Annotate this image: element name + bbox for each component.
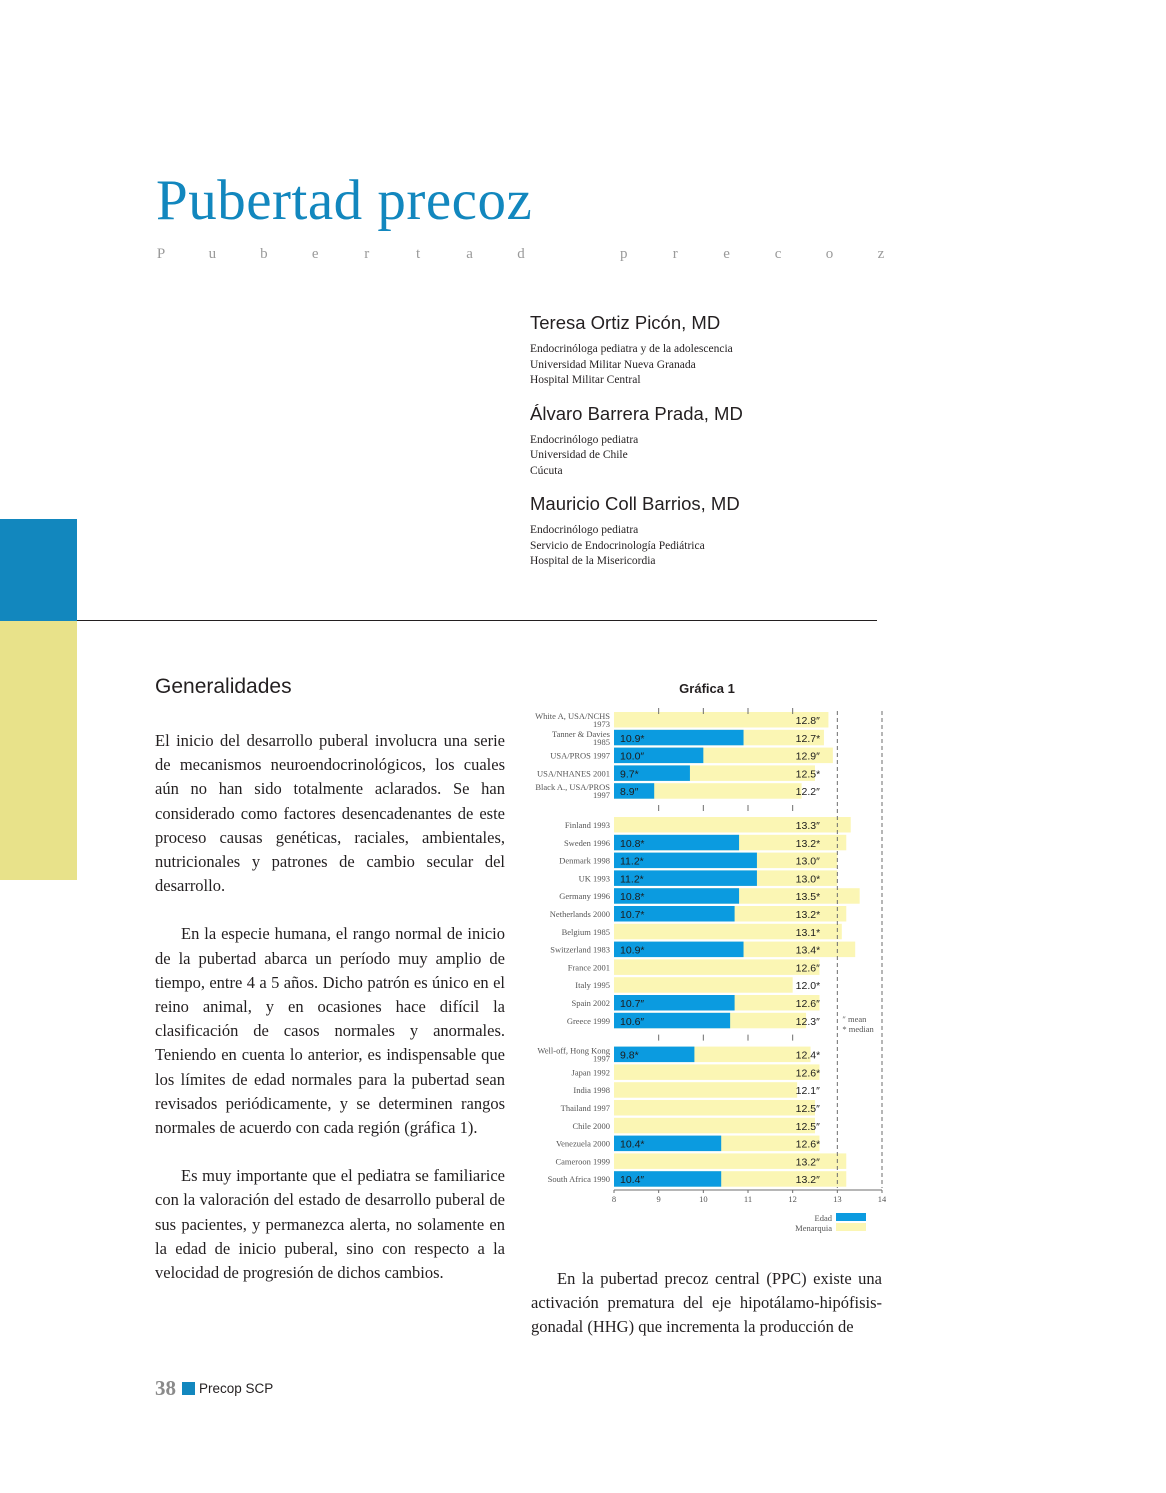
- affiliation-line: Hospital Militar Central: [530, 374, 641, 386]
- x-tick-label: 14: [877, 1194, 886, 1204]
- menarche-value-label: 12.6*: [795, 1067, 821, 1080]
- page-footer: [155, 1376, 273, 1401]
- subtitle-letter: r: [364, 246, 370, 262]
- menarche-value-label: 12.0*: [795, 980, 821, 993]
- menarche-value-label: 13.2*: [795, 909, 821, 921]
- row-label: White A, USA/NCHS: [535, 711, 610, 721]
- row-label: Netherlands 2000: [549, 909, 610, 919]
- subtitle-letter: c: [774, 246, 782, 262]
- age-value-label: 9.8*: [620, 1049, 639, 1062]
- x-tick-label: 8: [611, 1194, 617, 1204]
- menarche-bar: [614, 1100, 815, 1116]
- age-value-label: 10.9*: [620, 944, 645, 957]
- footer-square-icon: [182, 1382, 195, 1395]
- affiliation-line: Endocrinólogo pediatra: [530, 433, 639, 446]
- body-column-left: [155, 729, 505, 1309]
- x-tick-label: 11: [743, 1194, 753, 1204]
- affiliation-line: Endocrinóloga pediatra y de la adolescencia: [530, 343, 733, 355]
- menarche-value-label: 13.0*: [795, 873, 821, 886]
- affiliation-line: Universidad Militar Nueva Granada: [530, 358, 696, 371]
- subtitle-letter: p: [620, 246, 628, 262]
- author-name: Mauricio Coll Barrios, MD: [530, 493, 740, 514]
- author-affiliation: [530, 523, 890, 570]
- menarche-value-label: 12.9″: [795, 750, 820, 763]
- article-subtitle-spaced: [156, 246, 886, 263]
- menarche-value-label: 13.2″: [795, 1156, 820, 1169]
- menarche-value-label: 12.5″: [795, 1120, 820, 1133]
- x-tick-label: 10: [699, 1194, 708, 1204]
- age-value-label: 10.0″: [620, 750, 645, 763]
- row-label: Belgium 1985: [561, 926, 610, 937]
- legend-swatch-age: [836, 1213, 866, 1221]
- x-tick-label: 12: [788, 1194, 797, 1204]
- menarche-value-label: 12.1″: [795, 1085, 820, 1098]
- age-value-label: 11.2*: [620, 855, 644, 868]
- row-label: Tanner & Davies: [552, 728, 610, 739]
- affiliation-line: Endocrinólogo pediatra: [530, 524, 639, 536]
- subtitle-letter: o: [825, 246, 834, 262]
- body-paragraph: Es muy importante que el pediatra se familiarice con la valoración del estado de desarrollo puberal de sus pacientes, y permanezca alerta, no solamente en la edad de inicio puberal, sino con respecto a la velocidad de progresión de dichos cambios.: [155, 1166, 505, 1283]
- legend-label: Menarquia: [795, 1223, 832, 1233]
- bar-chart: [531, 703, 886, 1248]
- subtitle-letter: [567, 246, 577, 263]
- subtitle-letter: d: [517, 246, 525, 262]
- row-label: Germany 1996: [559, 891, 610, 902]
- subtitle-letter: b: [260, 246, 268, 262]
- row-label: UK 1993: [578, 873, 610, 884]
- row-label: India 1998: [573, 1085, 610, 1096]
- row-label: USA/NHANES 2001: [537, 768, 610, 779]
- menarche-value-label: 13.4*: [795, 944, 821, 957]
- row-label: Chile 2000: [572, 1120, 610, 1131]
- row-label: Venezuela 2000: [555, 1138, 610, 1149]
- author-affiliation: [530, 433, 890, 480]
- row-label: 1997: [593, 790, 610, 801]
- affiliation-line: Servicio de Endocrinología Pediátrica: [530, 539, 705, 552]
- menarche-value-label: 12.5*: [795, 768, 821, 781]
- header-divider: [77, 620, 877, 621]
- chart-note: * median: [842, 1023, 874, 1034]
- body-paragraph: El inicio del desarrollo puberal involucra una serie de mecanismos neuroendocrinológicos, los cuales aún no han sido totalmente aclarados. Se han considerado como factores desencadenantes de este proceso causas genéticas, raciales, ambientales, nutricionales y patrones de cambio secular del desarrollo.: [155, 731, 505, 896]
- affiliation-line: Universidad de Chile: [530, 449, 628, 461]
- body-column-right: [531, 1267, 882, 1364]
- age-value-label: 10.6″: [620, 1015, 645, 1028]
- author-list: [530, 312, 890, 584]
- menarche-value-label: 12.6*: [795, 1138, 821, 1151]
- row-label: Black A., USA/PROS: [535, 782, 610, 793]
- row-label: 1997: [593, 1053, 610, 1064]
- menarche-value-label: 12.4*: [795, 1049, 821, 1062]
- subtitle-letter: P: [156, 246, 166, 262]
- menarche-value-label: 13.3″: [795, 820, 820, 832]
- row-label: Cameroon 1999: [555, 1156, 610, 1167]
- subtitle-letter: e: [723, 246, 730, 262]
- chart-note: ″ mean: [842, 1013, 867, 1024]
- side-accent-blue: [0, 519, 77, 621]
- age-value-label: 10.8*: [620, 837, 645, 850]
- menarche-value-label: 12.3″: [795, 1015, 820, 1028]
- menarche-bar: [614, 1118, 815, 1134]
- section-heading: Generalidades: [155, 675, 292, 698]
- body-paragraph: En la especie humana, el rango normal de inicio de la pubertad abarca un período muy amplio de tiempo, entre 4 a 5 años. Dicho patrón es único en el reino animal, y en ocasiones hace difícil la clasificación de casos normales y anormales. Teniendo en cuenta lo anterior, es indispensable que los límites de edad normales para la pubertad sean revisados periódicamente, y se determinen rangos normales de acuerdo con cada región (gráfica 1).: [155, 924, 505, 1138]
- subtitle-letter: r: [672, 246, 678, 262]
- menarche-value-label: 12.8″: [795, 715, 820, 727]
- age-value-label: 10.7*: [620, 909, 645, 921]
- age-value-label: 10.4″: [620, 1174, 645, 1187]
- row-label: 1985: [593, 736, 610, 747]
- row-label: Spain 2002: [571, 998, 610, 1008]
- age-value-label: 9.7*: [620, 768, 639, 781]
- age-value-label: 10.8*: [620, 891, 645, 904]
- menarche-bar: [614, 1082, 797, 1098]
- menarche-value-label: 13.2*: [795, 837, 821, 850]
- legend-swatch-menarche: [836, 1223, 866, 1231]
- row-label: Sweden 1996: [563, 837, 610, 848]
- menarche-value-label: 13.5*: [795, 891, 821, 904]
- subtitle-letter: u: [208, 246, 217, 262]
- author-name: Álvaro Barrera Prada, MD: [530, 402, 743, 424]
- x-tick-label: 9: [656, 1194, 661, 1204]
- x-tick-label: 13: [833, 1194, 842, 1204]
- row-label: Denmark 1998: [559, 855, 610, 866]
- menarche-value-label: 12.7*: [795, 732, 821, 745]
- age-value-label: 10.7″: [620, 998, 645, 1010]
- journal-name: Precop SCP: [199, 1381, 274, 1396]
- side-accent-yellow: [0, 621, 77, 880]
- menarche-value-label: 12.2″: [795, 786, 820, 799]
- menarche-bar: [614, 1064, 819, 1080]
- subtitle-letter: z: [877, 246, 885, 262]
- menarche-value-label: 12.6″: [795, 998, 820, 1010]
- affiliation-line: Cúcuta: [530, 464, 563, 477]
- legend-label: Edad: [814, 1213, 832, 1223]
- age-value-label: 10.4*: [620, 1138, 645, 1151]
- row-label: Thailand 1997: [560, 1103, 610, 1113]
- row-label: Finland 1993: [564, 820, 610, 830]
- author-name: Teresa Ortiz Picón, MD: [530, 312, 721, 333]
- age-value-label: 11.2*: [620, 873, 644, 886]
- menarche-value-label: 12.5″: [795, 1103, 820, 1115]
- subtitle-letter: t: [416, 246, 421, 262]
- menarche-value-label: 13.2″: [795, 1174, 820, 1187]
- menarche-bar: [614, 959, 819, 975]
- chart-title: Gráfica 1: [679, 681, 735, 696]
- row-label: 1973: [593, 719, 610, 729]
- article-title: Pubertad precoz: [156, 169, 533, 232]
- subtitle-letter: a: [466, 246, 473, 262]
- menarche-value-label: 13.0″: [795, 855, 820, 868]
- row-label: France 2001: [567, 962, 610, 973]
- row-label: USA/PROS 1997: [550, 750, 610, 761]
- affiliation-line: Hospital de la Misericordia: [530, 555, 656, 567]
- row-label: Greece 1999: [566, 1015, 610, 1026]
- author-affiliation: [530, 342, 890, 389]
- menarche-bar: [614, 977, 793, 993]
- subtitle-letter: e: [311, 246, 319, 262]
- row-label: Switzerland 1983: [550, 944, 610, 955]
- row-label: South Africa 1990: [547, 1174, 610, 1185]
- menarche-value-label: 12.6″: [795, 962, 820, 975]
- row-label: Well-off, Hong Kong: [537, 1045, 610, 1056]
- age-value-label: 8.9″: [620, 786, 639, 799]
- page-number: 38: [155, 1376, 176, 1400]
- row-label: Italy 1995: [575, 980, 610, 991]
- age-value-label: 10.9*: [620, 732, 645, 745]
- body-paragraph: En la pubertad precoz central (PPC) existe una activación prematura del eje hipotálamo-hipófisis-gonadal (HHG) que incrementa la producción de: [531, 1269, 882, 1337]
- row-label: Japan 1992: [571, 1067, 610, 1078]
- menarche-value-label: 13.1*: [795, 926, 821, 939]
